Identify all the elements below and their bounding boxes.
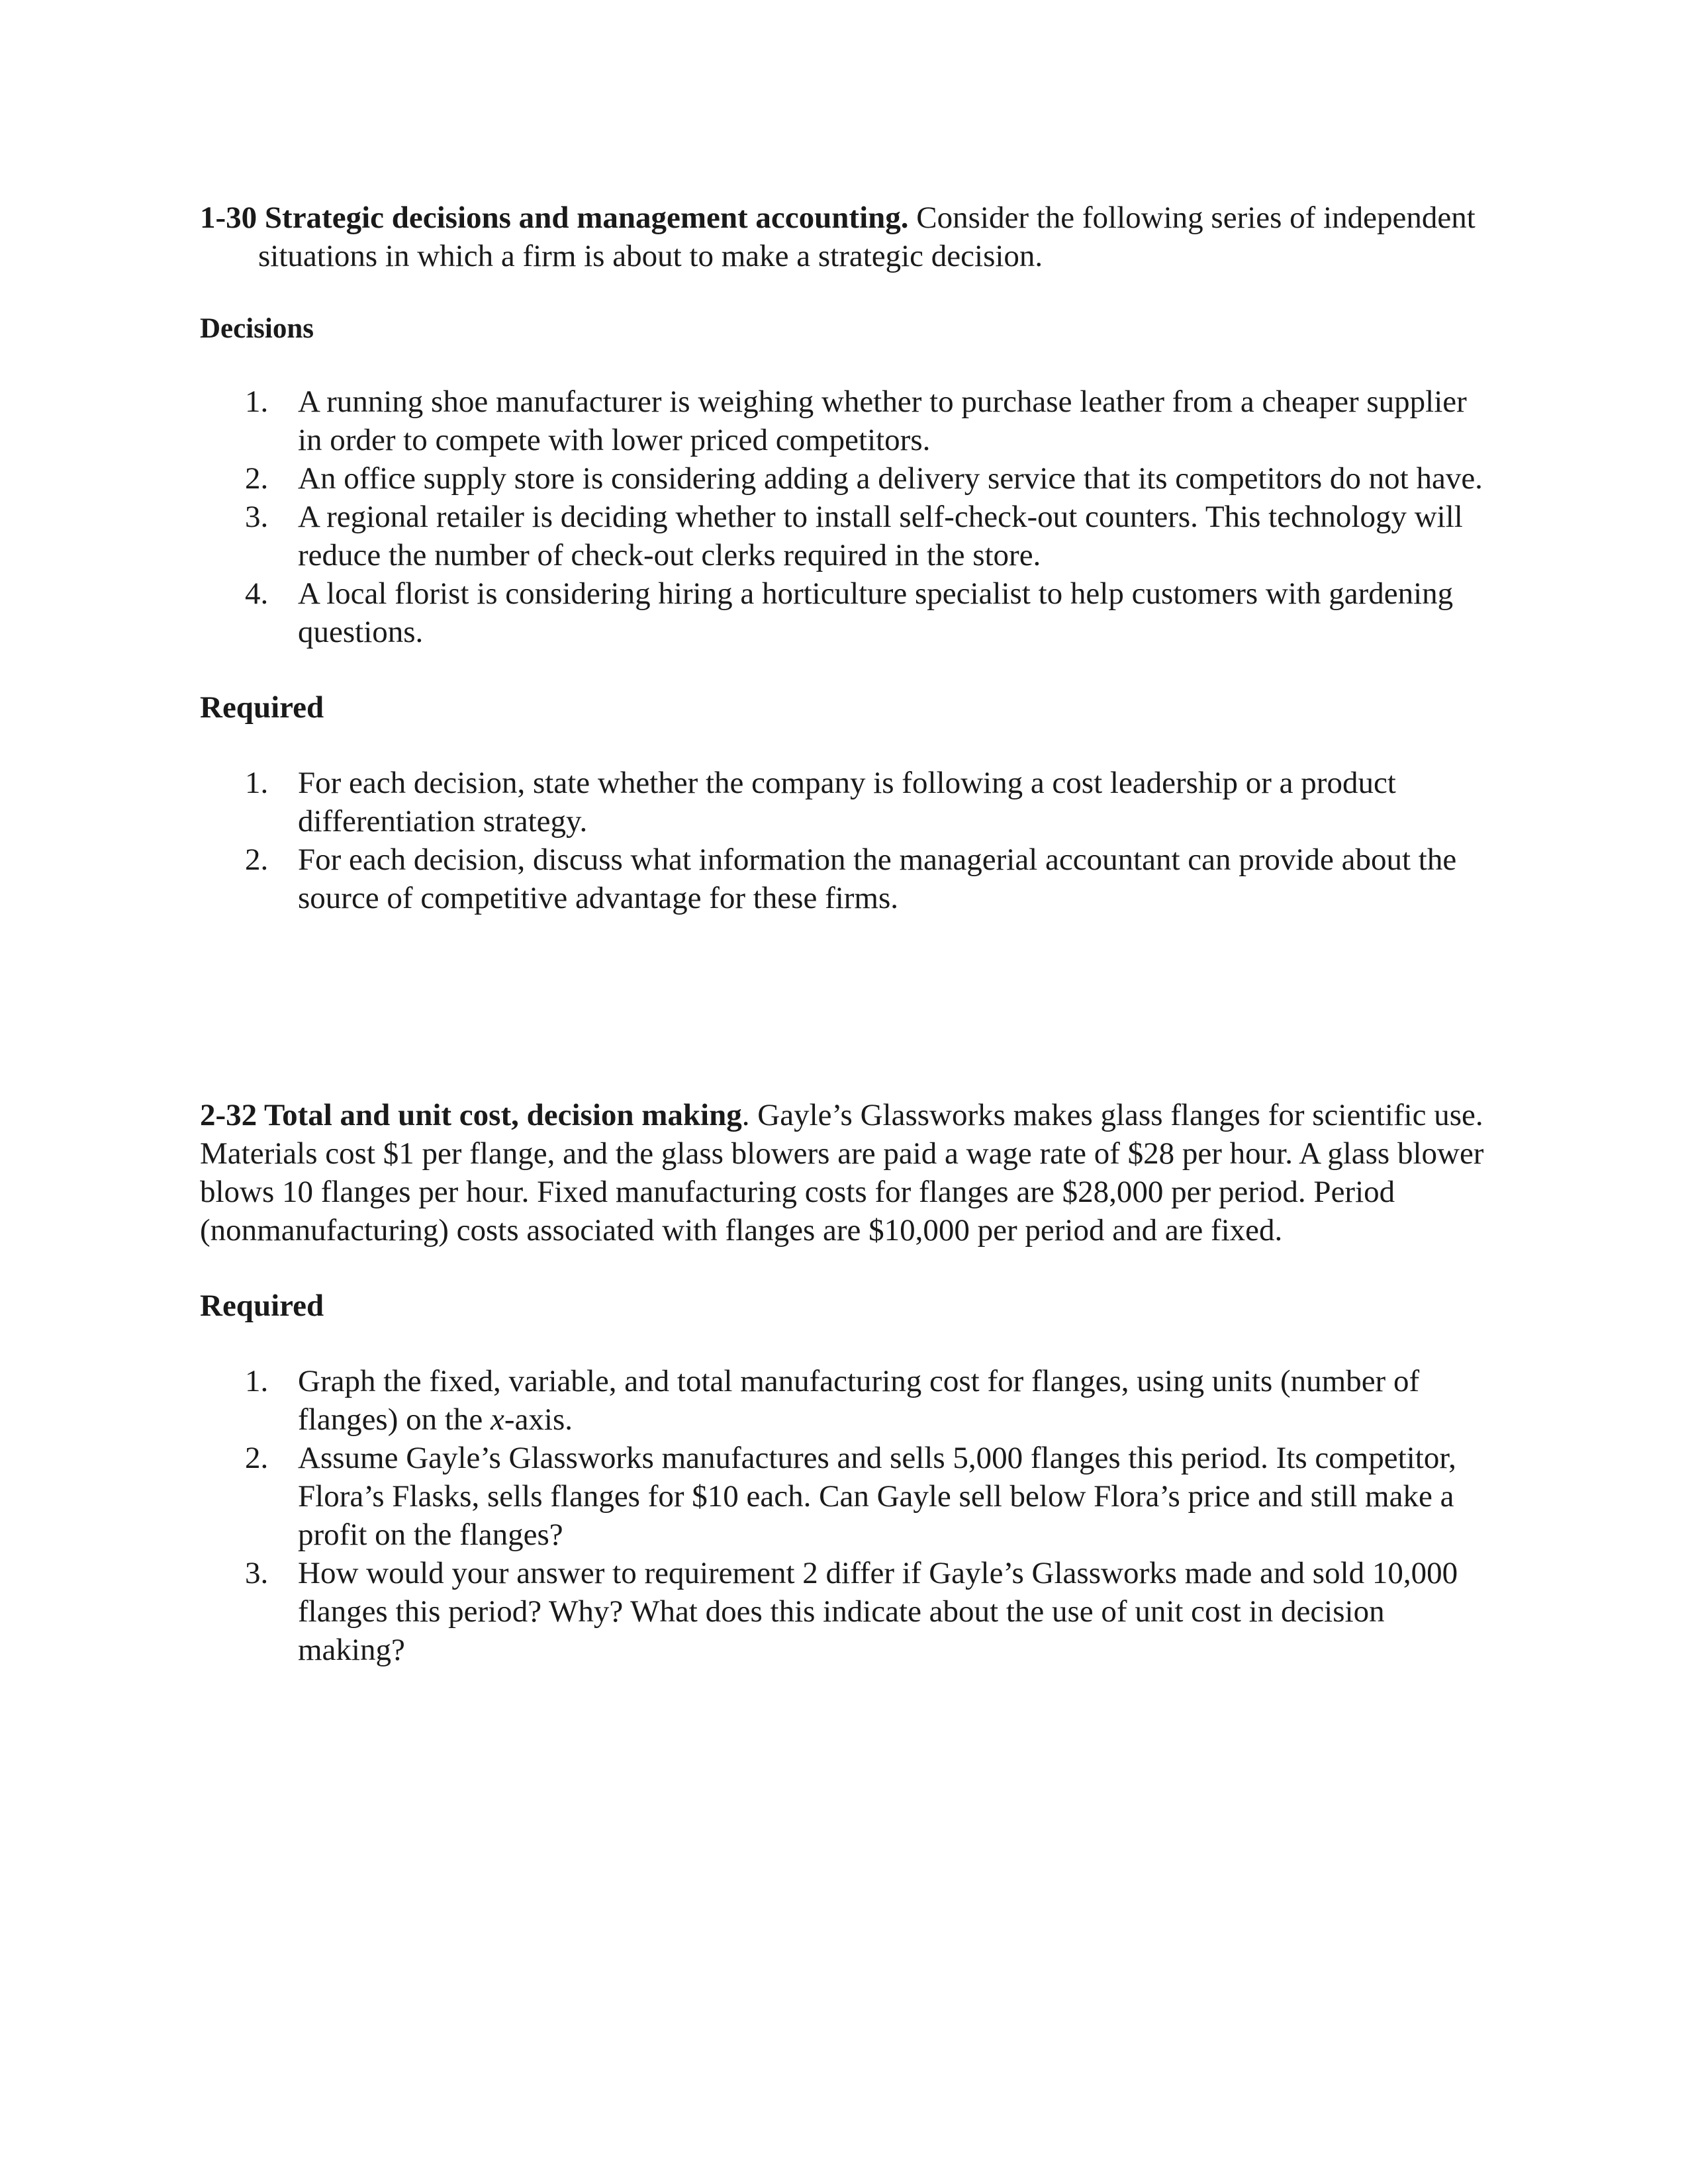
list-item-text: For each decision, discuss what information the managerial accountant can provide about the source of competitive advantage for these firms. [298,842,1457,915]
required-list-1 [200,764,1497,917]
list-item-text: An office supply store is considering adding a delivery service that its competitors do not have. [298,461,1483,496]
required-heading-1: Required [200,690,324,725]
list-item-text: A regional retailer is deciding whether to install self-check-out counters. This technology will reduce the number of check-out clerks required in the store. [298,500,1463,572]
list-item-text-after: -axis. [504,1402,573,1437]
list-item [200,383,1497,459]
problem-1-30-intro: Consider the following series of independent situations in which a firm is about to make a strategic decision. [258,201,1476,273]
required-list-2 [200,1362,1497,1669]
list-item [200,459,1497,498]
problem-1-30-header [200,199,1497,275]
list-item [200,841,1497,917]
list-item-number: 1. [245,385,269,419]
list-item-text: For each decision, state whether the company is following a cost leadership or a product differentiation strategy. [298,766,1396,839]
list-item-number: 1. [245,766,269,800]
list-item [200,1439,1497,1554]
list-item-number: 2. [245,461,269,496]
list-item-number: 1. [245,1364,269,1398]
list-item-text: A running shoe manufacturer is weighing whether to purchase leather from a cheaper supplier in order to compete with lower priced competitors. [298,385,1467,457]
list-item [200,1362,1497,1439]
list-item-number: 3. [245,1556,269,1590]
list-item-text: A local florist is considering hiring a horticulture specialist to help customers with gardening questions. [298,576,1454,649]
list-item-number: 4. [245,576,269,611]
list-item [200,498,1497,574]
x-axis-italic: x [491,1402,504,1437]
list-item-number: 3. [245,500,269,534]
list-item [200,1554,1497,1669]
list-item-text: Assume Gayle’s Glassworks manufactures and sells 5,000 flanges this period. Its competitor, Flora’s Flasks, sells flanges for $10 each. Can Gayle sell below Flora’s price and still make a profit on the flanges? [298,1441,1456,1552]
list-item-number: 2. [245,842,269,877]
list-item [200,574,1497,651]
problem-2-32-title: 2-32 Total and unit cost, decision making [200,1098,742,1132]
decisions-heading: Decisions [200,313,314,344]
problem-2-32-intro: . Gayle’s Glassworks makes glass flanges for scientific use. Materials cost $1 per flange, and the glass blowers are paid a wage rate of $28 per hour. A glass blower blows 10 flanges per hour. Fixed manufacturing costs for flanges are $28,000 per period. Period (nonmanufacturing) costs associated with flanges are $10,000 per period and are fixed. [200,1098,1484,1248]
required-heading-2: Required [200,1289,324,1323]
list-item-text: How would your answer to requirement 2 differ if Gayle’s Glassworks made and sold 10,000 flanges this period? Why? What does this indicate about the use of unit cost in decision making? [298,1556,1458,1667]
document-page [200,199,1497,1669]
list-item-text-before: Graph the fixed, variable, and total manufacturing cost for flanges, using units (number of flanges) on the [298,1364,1420,1437]
problem-1-30-title: 1-30 Strategic decisions and management accounting. [200,201,909,235]
list-item [200,764,1497,841]
decisions-list [200,383,1497,651]
list-item-number: 2. [245,1441,269,1475]
problem-2-32-header [200,1096,1497,1250]
